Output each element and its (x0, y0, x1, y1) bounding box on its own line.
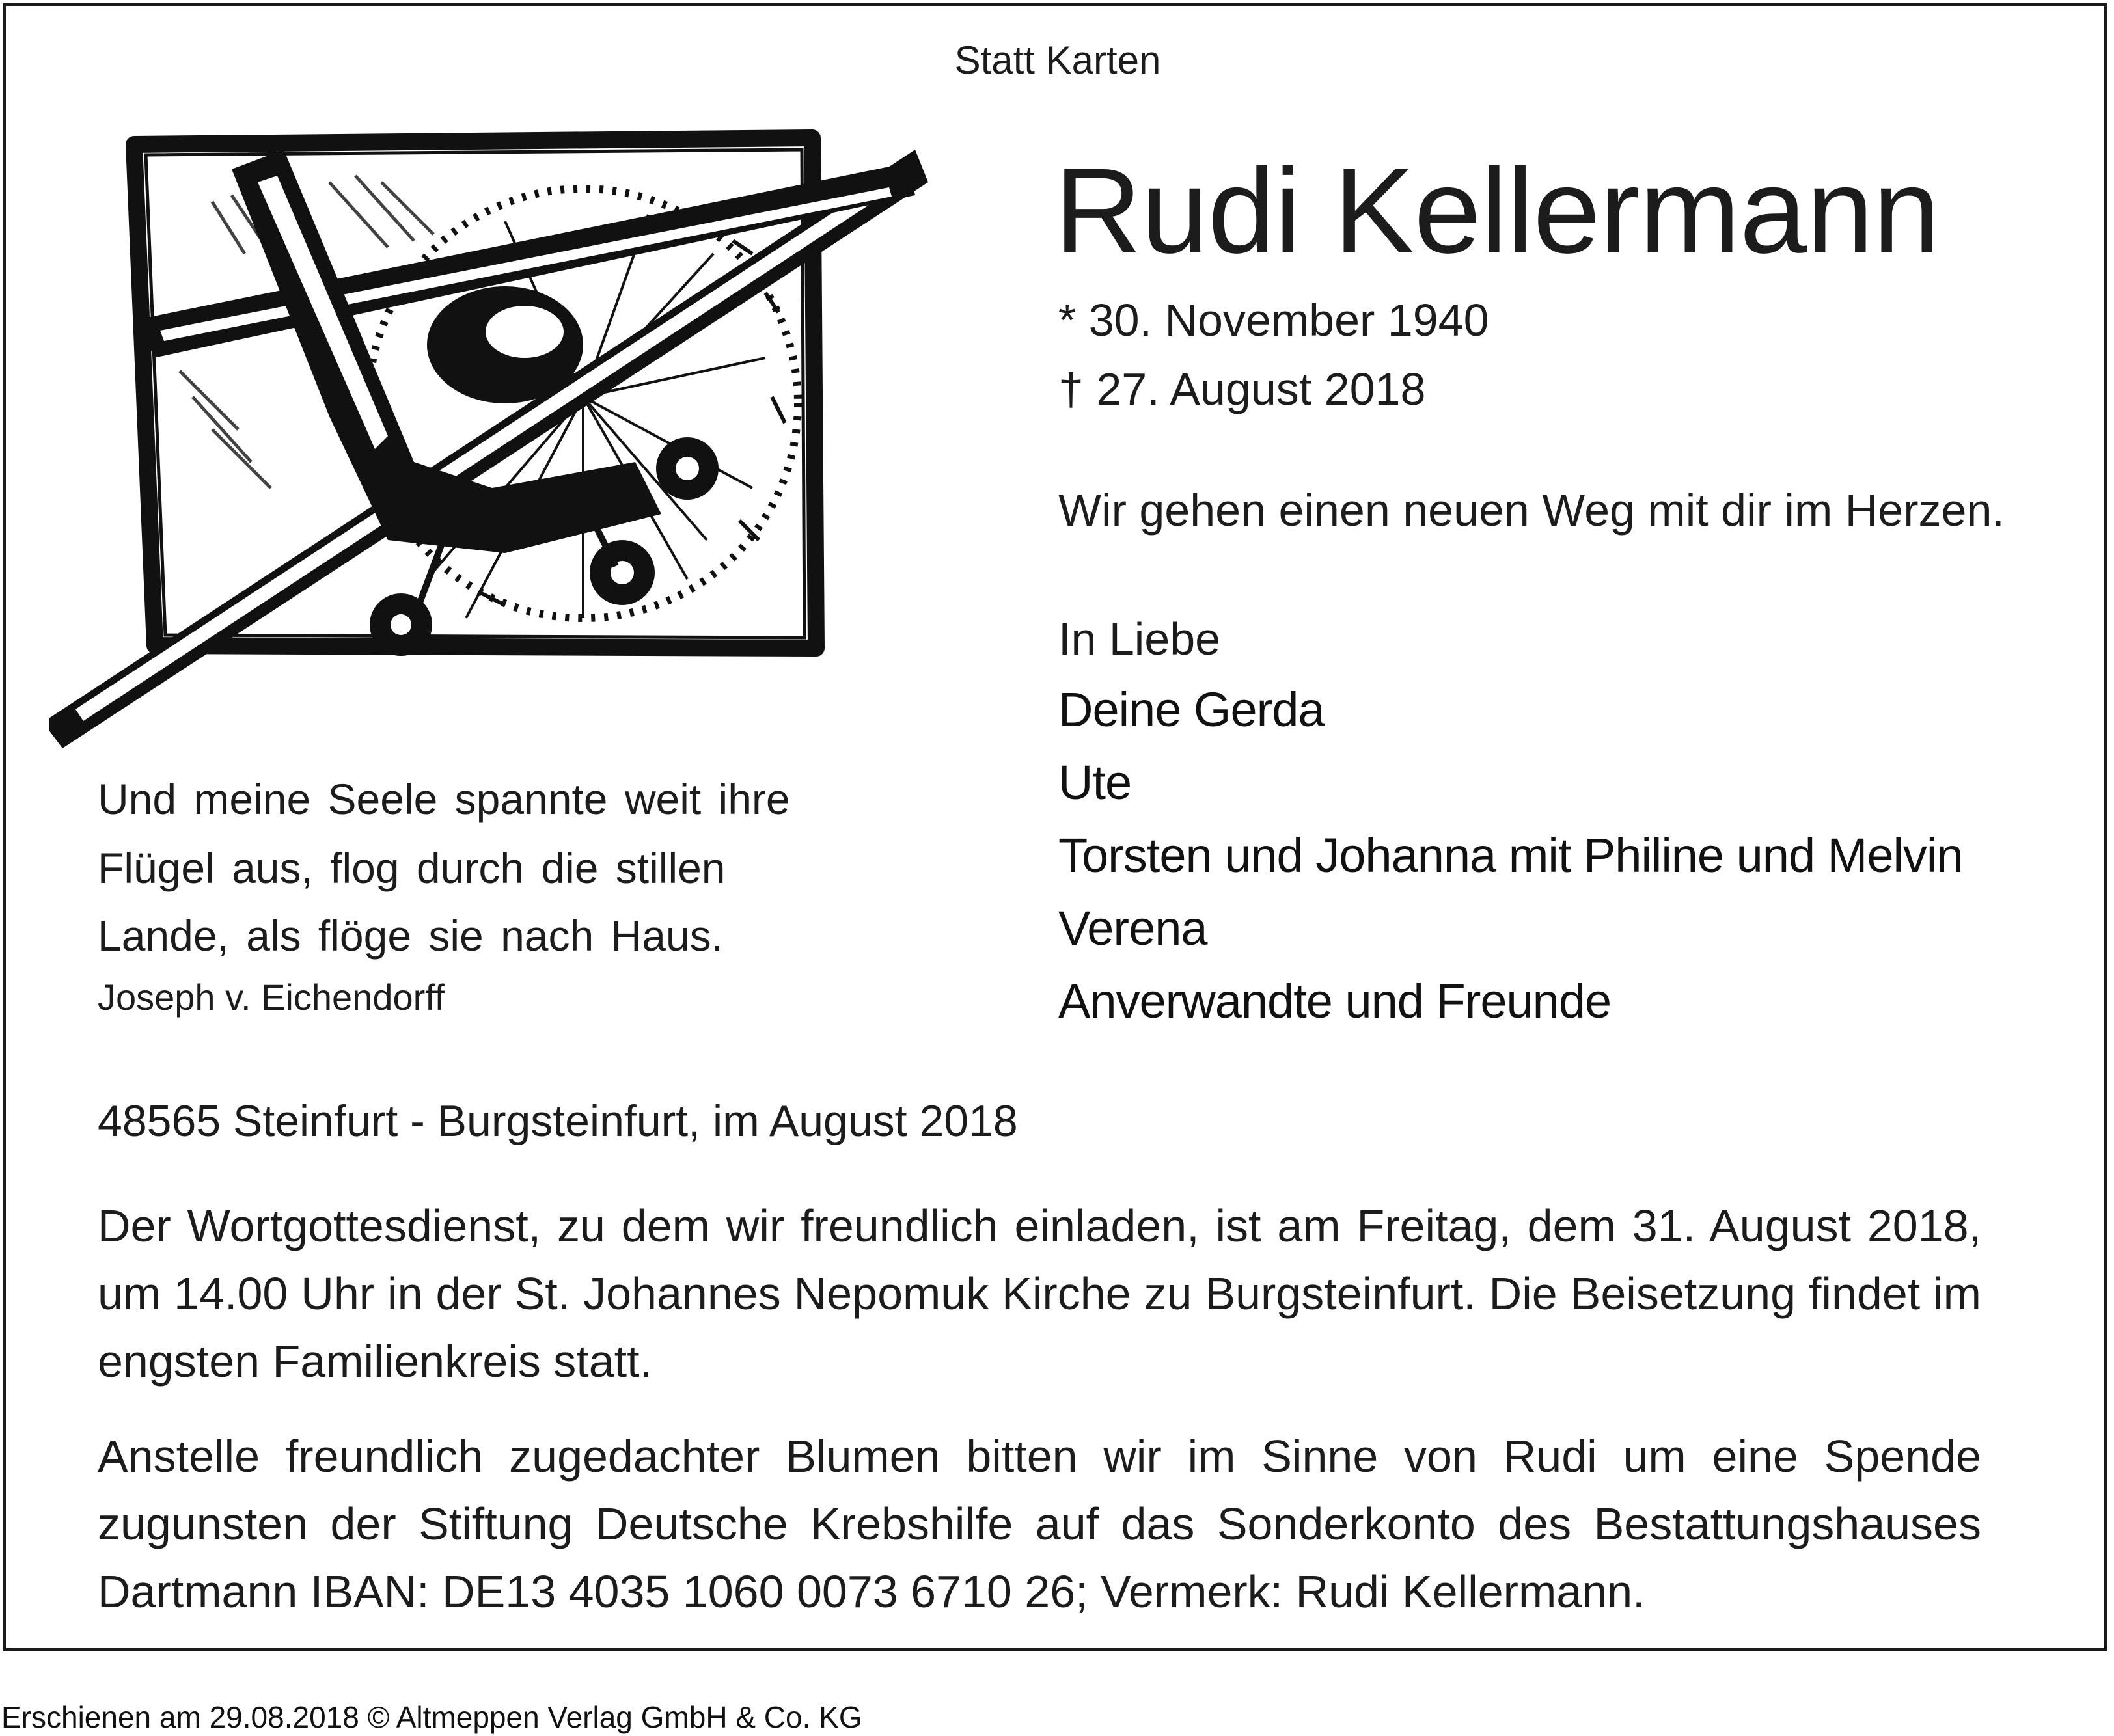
poem-line: Flügel aus, flog durch die stillen (98, 844, 726, 892)
motto-text: Wir gehen einen neuen Weg mit dir im Herzen. (1058, 485, 2005, 536)
service-paragraph: Der Wortgottesdienst, zu dem wir freundlich einladen, ist am Freitag, dem 31. August 2018, um 14.00 Uhr in der St. Johannes Nepomuk Kirche zu Burgsteinfurt. Die Beisetzung findet im engsten Familienkreis statt. (98, 1200, 1981, 1387)
publication-footer: Erschienen am 29.08.2018 © Altmeppen Verlag GmbH & Co. KG (1, 1700, 862, 1734)
poem-author: Joseph v. Eichendorff (98, 977, 445, 1018)
mourner-name: Anverwandte und Freunde (1058, 974, 1612, 1028)
mourner-name: Deine Gerda (1058, 683, 1325, 737)
airplane-woodcut-illustration (49, 124, 987, 748)
poem-line: Und meine Seele spannte weit ihre (98, 775, 790, 823)
birth-date: * 30. November 1940 (1058, 295, 1489, 346)
mourner-name: Ute (1058, 755, 1132, 809)
mourner-name: Verena (1058, 901, 1207, 955)
mourners-intro: In Liebe (1058, 614, 1221, 664)
death-date: † 27. August 2018 (1058, 364, 1426, 414)
place-date: 48565 Steinfurt - Burgsteinfurt, im August 2018 (98, 1096, 1018, 1146)
statt-karten-label: Statt Karten (954, 38, 1161, 82)
deceased-name: Rudi Kellermann (1054, 144, 1940, 278)
mourner-name: Torsten und Johanna mit Philine und Melvin (1058, 828, 1963, 882)
poem-line: Lande, als flöge sie nach Haus. (98, 912, 723, 960)
donation-paragraph: Anstelle freundlich zugedachter Blumen bitten wir im Sinne von Rudi um eine Spende zugunsten der Stiftung Deutsche Krebshilfe auf das Sonderkonto des Bestattungshauses Dartmann IBAN: DE13 4035 1060 0073 6710 26; Vermerk: Rudi Kellermann. (98, 1431, 1981, 1617)
